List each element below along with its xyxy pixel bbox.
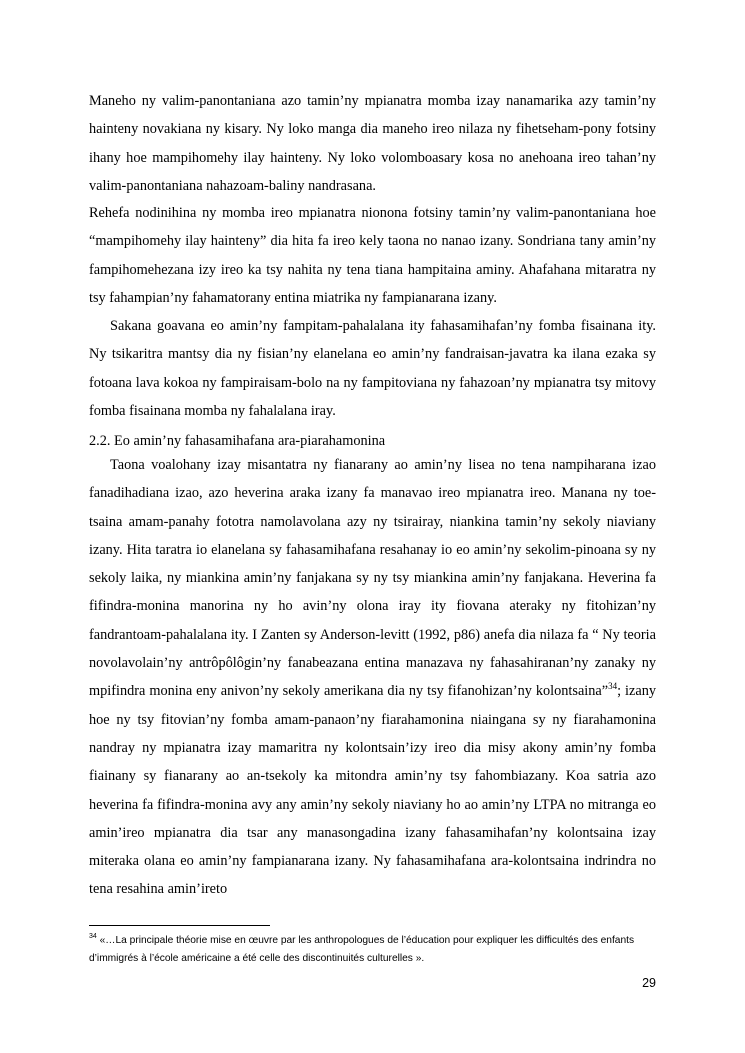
section-text-before-note: Taona voalohany izay misantatra ny fianarany ao amin’ny lisea no tena nampiharana izao fanadihadiana izao, azo heverina araka izany fa manavao ireo mpianatra ireo. Manana ny toe-tsaina amam-panahy fototra namolavolana azy ny tsirairay, niankina tamin’ny sekoly niaviany izany. Hita taratra io elanelana sy fahasamihafana resahanay io eo amin’ny sekolim-pinoana sy ny sekoly laika, ny miankina amin’ny fanjakana sy ny tsy miankina amin’ny fanjakana. Heverina fa fifindra-monina manorina ny ho avin’ny olona iray ity fiovana ateraky ny fitohizan’ny fandrantoam-pahalalana ity. I Zanten sy Anderson-levitt (1992, p86) anefa dia nilaza fa “ Ny teoria novolavolain’ny antrôpôlôgin’ny fanabeazana entina manazava ny fahasahiranan’ny zanaky ny mpifindra monina eny anivon’ny sekoly amerikana dia ny tsy fifanohizan’ny kolontsaina” — [89, 457, 656, 700]
section-text-after-note: ; izany hoe ny tsy fitovian’ny fomba amam-panaon’ny fiarahamonina niaingana sy ny fiarahamonina nandray ny mpianatra izay mamaritra ny kolontsain’izy ireo dia misy akony amin’ny fomba fiainany sy fianarany ao an-tsekoly ka mitondra amin’ny tsy fahombiazany. Koa satria azo heverina fa fifindra-monina avy any amin’ny sekoly niaviany ho ao amin’ny LTPA no mitranga eo amin’ireo mpianatra dia tsar any manasongadina izany fahasamihafan’ny kolontsaina izay miteraka olana eo amin’ny fampianarana izany. Ny fahasamihafana ara-kolontsaina indrindra no tena resahina amin’ireto — [89, 683, 656, 898]
footnote-number: 34 — [89, 932, 97, 940]
section-paragraph — [89, 451, 656, 904]
paragraph-1: Maneho ny valim-panontaniana azo tamin’ny mpianatra momba izay nanamarika azy tamin’ny hainteny novakiana ny kisary. Ny loko manga dia maneho ireo nilaza ny fihetseham-pony fotsiny ihany hoe mampihomehy ilay hainteny. Ny loko volomboasary kosa no anehoana ireo tahan’ny valim-panontaniana nahazoam-baliny nandrasana. — [89, 93, 656, 194]
paragraph-3: Sakana goavana eo amin’ny fampitam-pahalalana ity fahasamihafan’ny fomba fisainana ity. Ny tsikaritra mantsy dia ny fisian’ny elanelana eo amin’ny fandraisan-javatra ka ilana ezaka sy fotoana lava kokoa ny fampiraisam-bolo na ny fampitoviana ny fahazoan’ny mpianatra tsy mitovy fomba fisainana momba ny fahalalana iray. — [89, 318, 656, 419]
paragraph-2: Rehefa nodinihina ny momba ireo mpianatra nionona fotsiny tamin’ny valim-panontaniana hoe “mampihomehy ilay hainteny” dia hita fa ireo kely taona no nanao izany. Sondriana tany amin’ny fampihomehezana izy ireo ka tsy nahita ny tena tiana hampitaina aminy. Ahafahana mitaratra ny tsy fahampian’ny fahamatorany entina miatrika ny fampianarana izany. — [89, 205, 656, 306]
section-heading: 2.2. Eo amin’ny fahasamihafana ara-piarahamonina — [89, 433, 386, 449]
footnote-text: «…La principale théorie mise en œuvre par les anthropologues de l’éducation pour expliquer les difficultés des enfants d’immigrés à l’école américaine a été celle des discontinuités culturelles ». — [89, 935, 635, 964]
page-number: 29 — [642, 976, 656, 990]
footnote-reference[interactable]: 34 — [608, 680, 618, 691]
footnote-separator — [89, 925, 270, 926]
footnote — [89, 932, 656, 968]
